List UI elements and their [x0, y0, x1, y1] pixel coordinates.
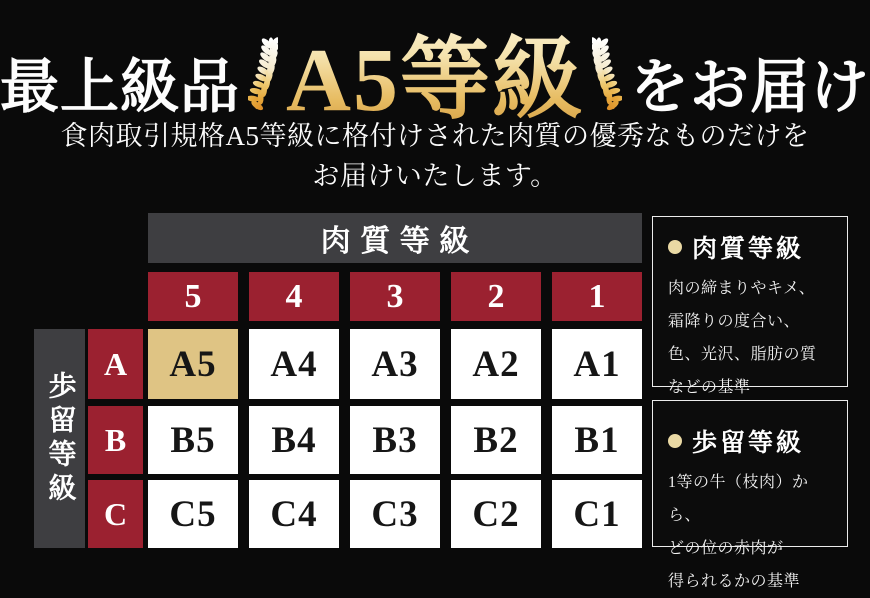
- yield-row-label-c: C: [88, 480, 143, 548]
- wheat-ornament-left-icon: [248, 19, 278, 132]
- grade-cell-c2: C2: [451, 480, 541, 548]
- legend-yield-line-2: どの位の赤肉が: [668, 540, 784, 557]
- title-suffix: をお届け: [629, 53, 870, 120]
- quality-col-header-4: 4: [249, 272, 339, 321]
- grade-cell-c5: C5: [148, 480, 238, 548]
- grade-cell-a4: A4: [249, 329, 339, 399]
- grade-cell-c1: C1: [552, 480, 642, 548]
- legend-quality-line-2: 霜降りの度合い、: [668, 313, 801, 330]
- subtitle-line-1: 食肉取引規格A5等級に格付けされた肉質の優秀なものだけを: [60, 121, 810, 151]
- yield-row-label-b: B: [88, 406, 143, 474]
- yield-row-label-a: A: [88, 329, 143, 399]
- legend-yield-description: [668, 466, 832, 598]
- grade-cell-a1: A1: [552, 329, 642, 399]
- grade-cell-a5-highlighted: A5: [148, 329, 238, 399]
- quality-col-header-5: 5: [148, 272, 238, 321]
- legend-yield-title-row: [668, 423, 832, 459]
- quality-grade-axis-label: 肉質等級: [148, 213, 642, 263]
- legend-quality-line-1: 肉の締まりやキメ、: [668, 280, 816, 297]
- legend-panel-yield-grade: [652, 400, 848, 590]
- quality-col-header-1: 1: [552, 272, 642, 321]
- grade-cell-c4: C4: [249, 480, 339, 548]
- bullet-icon: [668, 434, 682, 448]
- bullet-icon: [668, 240, 682, 254]
- legend-quality-title-row: [668, 229, 832, 265]
- grade-cell-a3: A3: [350, 329, 440, 399]
- legend-yield-title: 歩留等級: [692, 430, 805, 457]
- title: [0, 8, 870, 130]
- subtitle: [0, 116, 870, 196]
- wheat-ornament-right-icon: [592, 19, 622, 132]
- quality-col-header-3: 3: [350, 272, 440, 321]
- grade-table: [34, 213, 642, 548]
- grade-cell-b3: B3: [350, 406, 440, 474]
- legend-quality-line-3: 色、光沢、脂肪の質: [668, 346, 817, 363]
- grade-cell-c3: C3: [350, 480, 440, 548]
- title-highlight: A5等級: [286, 6, 584, 136]
- legend-yield-line-3: 得られるかの基準: [668, 573, 801, 590]
- title-prefix: 最上級品: [0, 53, 241, 120]
- yield-grade-axis-label: 歩留等級: [34, 329, 85, 548]
- quality-col-header-2: 2: [451, 272, 541, 321]
- grade-cell-b5: B5: [148, 406, 238, 474]
- grade-cell-b1: B1: [552, 406, 642, 474]
- grade-cell-b4: B4: [249, 406, 339, 474]
- legend-quality-title: 肉質等級: [692, 236, 805, 263]
- legend-quality-line-4: などの基準: [668, 379, 751, 396]
- grade-cell-b2: B2: [451, 406, 541, 474]
- legend-panel-quality-grade: [652, 216, 848, 396]
- legend-yield-line-1: 1等の牛（枝肉）から、: [668, 474, 809, 524]
- legend-quality-description: [668, 272, 832, 404]
- subtitle-line-2: お届けいたします。: [312, 161, 558, 191]
- grade-cell-a2: A2: [451, 329, 541, 399]
